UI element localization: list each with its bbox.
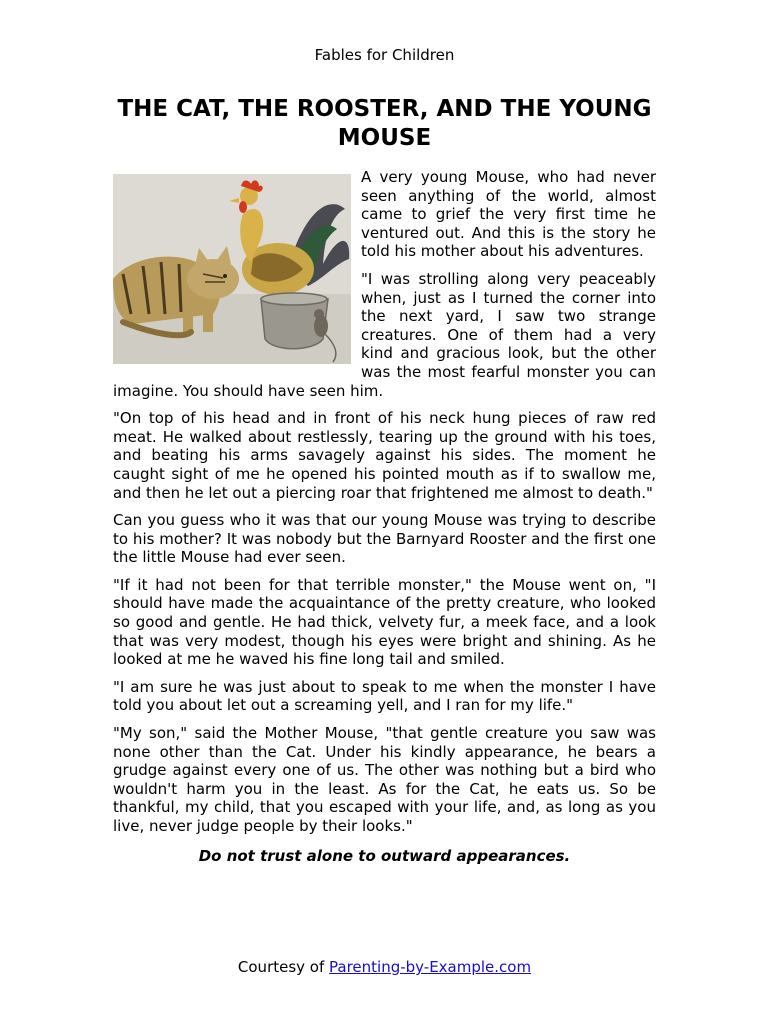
footer-link[interactable]: Parenting-by-Example.com: [329, 958, 532, 976]
story-paragraph: "I am sure he was just about to speak to me when the monster I have told you about let out a screaming yell, and I ran for my life.": [113, 677, 656, 715]
story-paragraph: Can you guess who it was that our young Mouse was trying to describe to his mother? It was nobody but the Barnyard Rooster and the first one the little Mouse had ever seen.: [113, 511, 656, 567]
page-title: THE CAT, THE ROOSTER, AND THE YOUNG MOUSE: [117, 96, 652, 151]
story-paragraph: "I was strolling along very peaceably when, just as I turned the corner into the next yard, I saw two strange creatures. One of them had a very kind and gracious look, but the other was the most fearful monster you can imagine. You should have seen him.: [113, 269, 656, 400]
page-header: Fables for Children: [314, 46, 455, 64]
story-paragraph: A very young Mouse, who had never seen anything of the world, almost came to grief the very first time he ventured out. And this is the story he told his mother about his adventures.: [361, 168, 656, 261]
story-paragraph: "On top of his head and in front of his neck hung pieces of raw red meat. He walked about restlessly, tearing up the ground with his toes, and beating his arms savagely against his sides. The moment he caught sight of me he opened his pointed mouth as if to swallow me, and then he let out a piercing roar that frightened me almost to death.": [113, 409, 656, 502]
footer-prefix: Courtesy of: [237, 958, 330, 976]
story-body: [113, 168, 656, 865]
cat-rooster-mouse-illustration: [113, 174, 351, 364]
story-paragraph: "If it had not been for that terrible monster," the Mouse went on, "I should have made the acquaintance of the pretty creature, who looked so good and gentle. He had thick, velvety fur, a meek face, and a look that was very modest, though his eyes were bright and shining. As he looked at me he waved his fine long tail and smiled.: [113, 575, 656, 669]
page-footer: [113, 958, 656, 976]
story-paragraph: "My son," said the Mother Mouse, "that gentle creature you saw was none other than the Cat. Under his kindly appearance, he bears a grudge against every one of us. The other was nothing but a bird who wouldn't harm you in the least. As for the Cat, he eats us. So be thankful, my child, that you escaped with your life, and, as long as you live, never judge people by their looks.": [113, 724, 656, 835]
document-page: [113, 0, 656, 1024]
moral-text: Do not trust alone to outward appearances.: [198, 846, 571, 865]
